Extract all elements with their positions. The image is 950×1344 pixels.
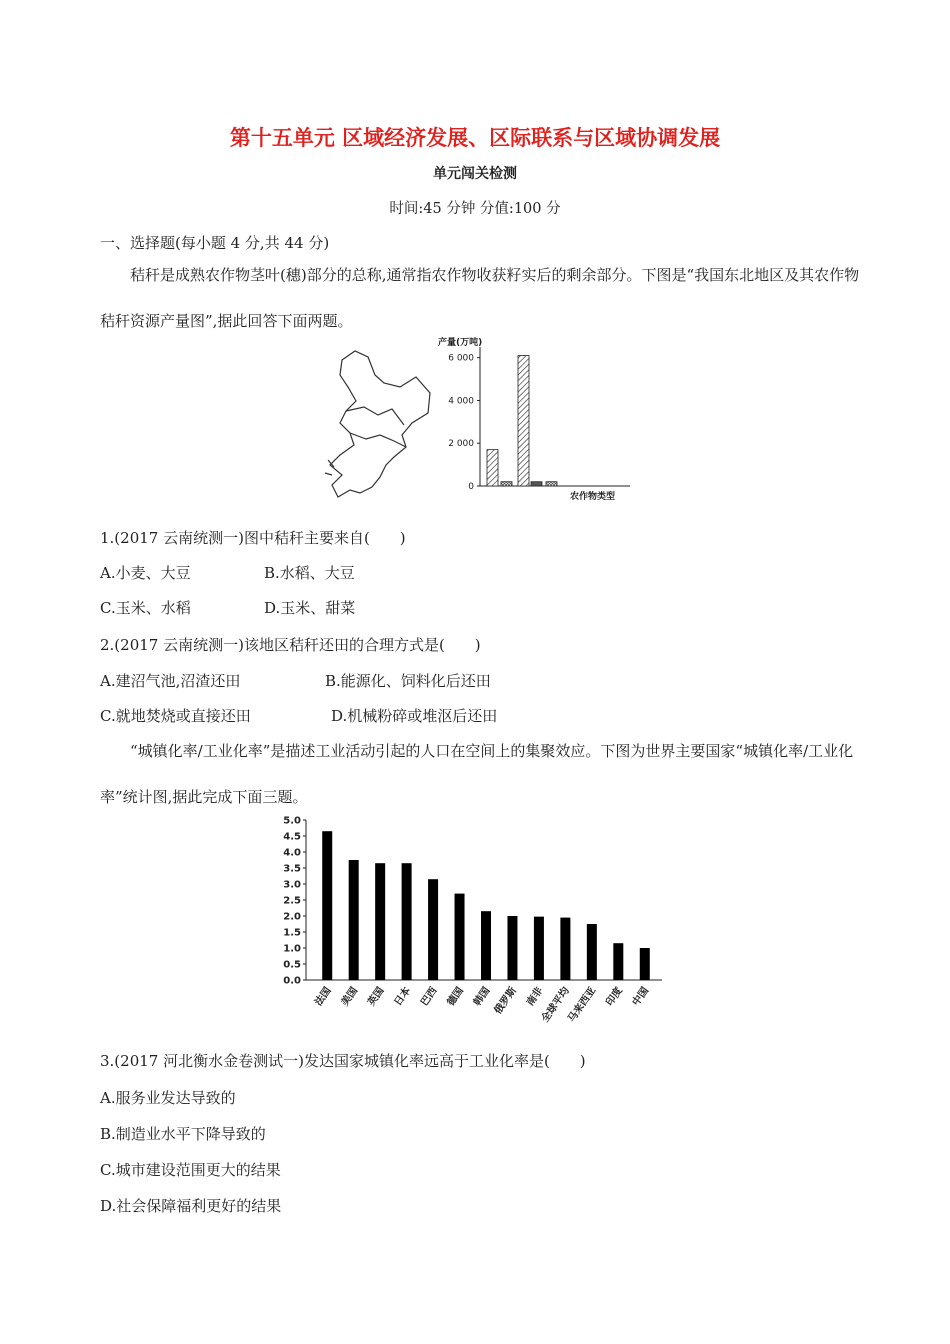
question-2-option-b[interactable]: B.能源化、饲料化后还田 [325,672,491,690]
ratio-y-tick-label: 4.0 [283,847,301,859]
ratio-x-tick-label: 全球平均 [539,985,572,1025]
ratio-bar [640,948,650,980]
question-3-option-b[interactable]: B.制造业水平下降导致的 [100,1125,266,1143]
ratio-x-tick-label: 德国 [445,985,466,1009]
exam-meta: 时间:45 分钟 分值:100 分 [389,201,561,217]
ratio-bar-chart [270,810,680,1040]
ratio-bar [507,916,517,980]
northeast-china-map [325,351,430,497]
straw-bar [487,450,498,486]
ratio-x-tick-label: 印度 [604,985,625,1009]
page-title: 第十五单元 区域经济发展、区际联系与区域协调发展 [229,126,721,150]
ratio-y-tick-label: 0.0 [283,975,301,987]
ratio-bar [481,911,491,980]
question-2-option-d[interactable]: D.机械粉碎或堆沤后还田 [331,707,498,725]
question-1-option-a[interactable]: A.小麦、大豆 [100,564,191,582]
ratio-bar [322,831,332,980]
ratio-x-tick-label: 韩国 [471,985,493,1009]
ratio-y-tick-label: 2.0 [283,911,301,923]
page-subtitle: 单元闯关检测 [433,166,517,182]
question-1-option-b[interactable]: B.水稻、大豆 [264,564,355,582]
question-3-stem: 3.(2017 河北衡水金卷测试一)发达国家城镇化率远高于工业化率是( ) [100,1052,586,1070]
question-3-option-c[interactable]: C.城市建设范围更大的结果 [100,1161,281,1179]
straw-x-axis-title: 农作物类型 [570,492,616,502]
question-1-option-c[interactable]: C.玉米、水稻 [100,599,191,617]
ratio-bar [613,943,623,980]
ratio-bar [349,860,359,980]
straw-y-tick-label: 0 [468,482,474,492]
straw-bar-chart [438,336,630,502]
straw-y-tick-label: 4 000 [448,396,474,407]
ratio-bar [375,863,385,980]
figure-1 [320,335,640,510]
ratio-y-tick-label: 4.5 [283,831,301,843]
ratio-bar [428,879,438,980]
ratio-bar [587,924,597,980]
straw-bar [546,482,557,486]
ratio-y-tick-label: 2.5 [283,895,301,907]
question-1-stem: 1.(2017 云南统测一)图中秸秆主要来自( ) [100,529,406,547]
question-2-option-c[interactable]: C.就地焚烧或直接还田 [100,707,251,725]
ratio-y-tick-label: 1.0 [283,943,301,955]
ratio-x-tick-label: 俄罗斯 [492,985,519,1017]
straw-y-tick-label: 6 000 [448,353,474,364]
question-3-option-d[interactable]: D.社会保障福利更好的结果 [100,1197,282,1215]
ratio-x-tick-label: 南非 [524,985,546,1009]
ratio-bar [402,863,412,980]
ratio-bar [455,894,465,980]
ratio-x-tick-label: 巴西 [419,985,440,1009]
ratio-x-tick-label: 法国 [313,985,334,1009]
ratio-x-tick-label: 英国 [366,985,387,1009]
section-heading: 一、选择题(每小题 4 分,共 44 分) [100,234,330,252]
question-2-stem: 2.(2017 云南统测一)该地区秸秆还田的合理方式是( ) [100,636,481,654]
ratio-y-tick-label: 3.5 [283,863,301,875]
ratio-x-tick-label: 中国 [630,985,652,1009]
question-1-option-d[interactable]: D.玉米、甜菜 [264,599,356,617]
ratio-bar [560,918,570,980]
ratio-bar [534,917,544,980]
ratio-y-tick-label: 0.5 [283,959,301,971]
ratio-y-tick-label: 3.0 [283,879,301,891]
intro-paragraph-1: 秸秆是成熟农作物茎叶(穗)部分的总称,通常指农作物收获籽实后的剩余部分。下图是“我国东北地区及其农作物秸秆资源产量图”,据此回答下面两题。 [100,266,860,330]
ratio-y-tick-label: 1.5 [283,927,301,939]
question-2-option-a[interactable]: A.建沼气池,沼渣还田 [100,672,241,690]
straw-bar [531,482,542,486]
ratio-x-tick-label: 日本 [392,985,414,1009]
straw-y-axis-title: 产量(万吨) [438,338,483,348]
question-3-option-a[interactable]: A.服务业发达导致的 [100,1089,236,1107]
straw-bar [518,356,529,486]
straw-y-tick-label: 2 000 [448,439,474,450]
ratio-y-tick-label: 5.0 [283,815,301,827]
intro-paragraph-2: “城镇化率/工业化率”是描述工业活动引起的人口在空间上的集聚效应。下图为世界主要国家“城镇化率/工业化率”统计图,据此完成下面三题。 [100,742,854,806]
straw-bar [501,482,512,486]
ratio-x-tick-label: 马来西亚 [566,985,599,1025]
ratio-x-tick-label: 美国 [339,985,361,1009]
